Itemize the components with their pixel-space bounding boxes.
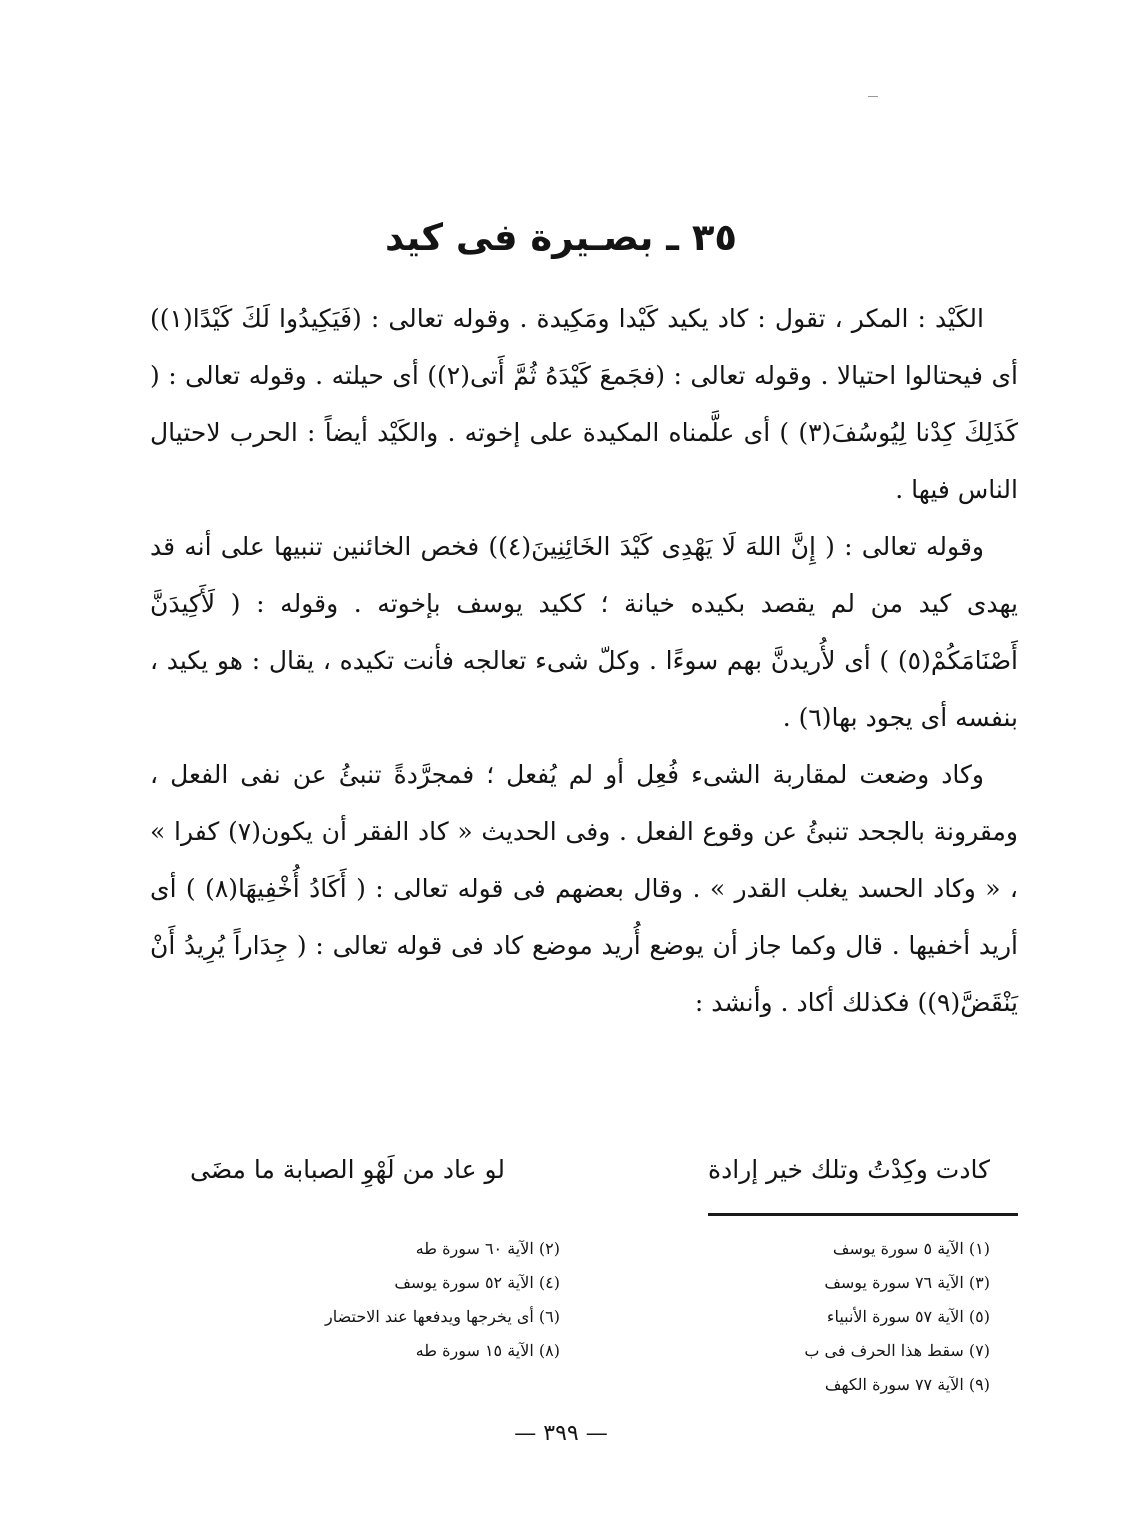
footnote-5: (٥) الآية ٥٧ سورة الأنبياء: [826, 1307, 990, 1326]
footnote-9: (٩) الآية ٧٧ سورة الكهف: [824, 1375, 990, 1394]
footnote-6: (٦) أى يخرجها ويدفعها عند الاحتضار: [325, 1307, 560, 1326]
footnote-separator: [708, 1213, 1018, 1216]
verse-second-hemistich: لو عاد من لَهْوِ الصبابة ما مضَى: [190, 1155, 506, 1184]
footnote-3: (٣) الآية ٧٦ سورة يوسف: [824, 1273, 990, 1292]
paragraph-1: الكَيْد : المكر ، تقول : كاد يكيد كَيْدا ومَكِيدة . وقوله تعالى : (فَيَكِيدُوا لَكَ كَيْدًا(١)) أى فيحتالوا احتيالا . وقوله تعالى : (فجَمعَ كَيْدَهُ ثُمَّ أَتى(٢)) أى حيلته . وقوله تعالى : ( كَذَلِكَ كِدْنا لِيُوسُفَ(٣) ) أى علَّمناه المكيدة على إخوته . والكَيْد أيضاً : الحرب لاحتيال الناس فيها .: [150, 304, 1018, 504]
chapter-title: ٣٥ ـ بصـيرة فى كيد: [385, 215, 737, 259]
verse-first-hemistich: كادت وكِدْتُ وتلك خير إرادة: [708, 1155, 990, 1184]
body-text: [150, 290, 1018, 1031]
scan-speck: [868, 96, 878, 97]
footnote-8: (٨) الآية ١٥ سورة طه: [415, 1341, 560, 1360]
paragraph-2: وقوله تعالى : ( إِنَّ اللهَ لَا يَهْدِى كَيْدَ الخَائِنِينَ(٤)) فخص الخائنين تنبيها على أنه قد يهدى كيد من لم يقصد بكيده خيانة ؛ ككيد يوسف بإخوته . وقوله : ( لَأَكِيدَنَّ أَصْنَامَكُمْ(٥) ) أى لأُريدنَّ بهم سوءًا . وكلّ شىء تعالجه فأنت تكيده ، يقال : هو يكيد ، بنفسه أى يجود بها(٦) .: [150, 532, 1018, 732]
paragraph-3: وكاد وضعت لمقاربة الشىء فُعِل أو لم يُفعل ؛ فمجرَّدةً تنبئُ عن نفى الفعل ، ومقرونة بالجحد تنبئُ عن وقوع الفعل . وفى الحديث « كاد الفقر أن يكون(٧) كفرا » ، « وكاد الحسد يغلب القدر » . وقال بعضهم فى قوله تعالى : ( أَكَادُ أُخْفِيهَا(٨) ) أى أريد أخفيها . قال وكما جاز أن يوضع أُريد موضع كاد فى قوله تعالى : ( جِدَاراً يُرِيدُ أَنْ يَنْقَضَّ(٩)) فكذلك أكاد . وأنشد :: [150, 760, 1019, 1017]
footnotes-right-column: [610, 1232, 990, 1402]
footnote-1: (١) الآية ٥ سورة يوسف: [832, 1239, 990, 1258]
footnote-2: (٢) الآية ٦٠ سورة طه: [415, 1239, 560, 1258]
poetry-verse: [190, 1140, 990, 1200]
page-number: — ٣٩٩ —: [514, 1421, 608, 1446]
footnotes-left-column: [180, 1232, 560, 1368]
footnote-7: (٧) سقط هذا الحرف فى ب: [804, 1341, 990, 1360]
footnote-4: (٤) الآية ٥٢ سورة يوسف: [394, 1273, 560, 1292]
